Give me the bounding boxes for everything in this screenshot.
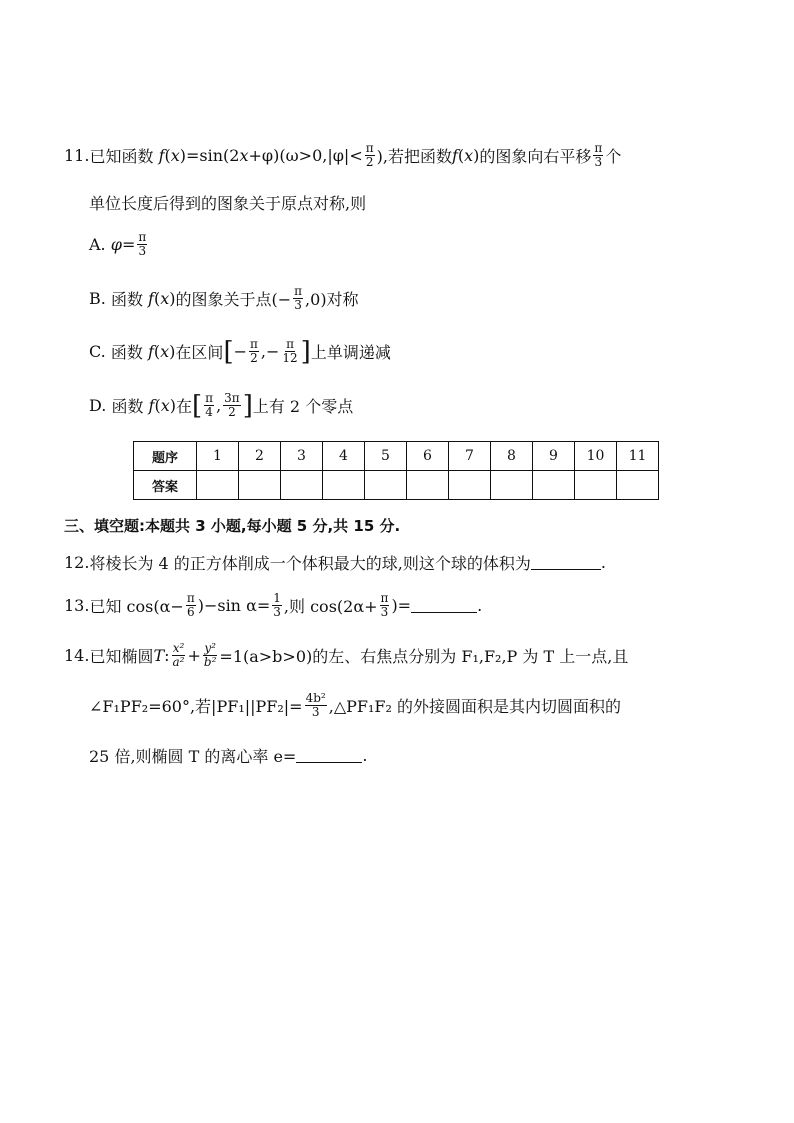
answer-table-answer-row [134, 471, 659, 500]
answer-label: 答案 [134, 471, 197, 500]
answer-cell[interactable] [323, 471, 365, 500]
answer-cell[interactable] [491, 471, 533, 500]
column-1: 1 [197, 442, 239, 471]
column-7: 7 [449, 442, 491, 471]
q11-option-d: D. 函数 f ( x ) 在 [ $\frac{\pi}{4}$ , $\frac{3\pi}{2}$ ] 上有 2 个零点 [89, 390, 354, 421]
q14-line3: 25 倍,则椭圆 T 的离心率 e= . [89, 746, 368, 766]
q11-line1: 11. 已知函数 f ( x ) =sin(2 x +φ)(ω>0,|φ|< $\frac{\pi}{2}$ ),若把函数 f ( x ) 的图象向右平移 $\frac{\pi}{3}$ 个 [64, 141, 622, 169]
answer-cell[interactable] [281, 471, 323, 500]
q11-condition: +φ)(ω>0,|φ|< [248, 146, 363, 165]
answer-table [133, 441, 659, 500]
q14-answer-blank[interactable] [296, 748, 362, 763]
q11-stem: 已知函数 [89, 147, 154, 166]
fraction-pi-over-3: $\frac{\pi}{3}$ [594, 141, 603, 169]
column-8: 8 [491, 442, 533, 471]
q11-option-b: B. 函数 f ( x ) 的图象关于点(− $\frac{\pi}{3}$ ,0)对称 [89, 284, 359, 312]
answer-cell[interactable] [617, 471, 659, 500]
section3-title: 三、填空题:本题共 3 小题,每小题 5 分,共 15 分. [64, 517, 401, 535]
answer-cell[interactable] [197, 471, 239, 500]
q14-line1: 14. 已知椭圆 T : $\frac{\text{x²}}{\text{a²}}$ + $\frac{\text{y²}}{\text{b²}}$ =1(a>b>0)的左、右焦点分别为 F₁,F₂,P 为 T 上一点,且 [64, 641, 629, 669]
answer-table-header-row [134, 442, 659, 471]
q11-line2: 单位长度后得到的图象关于原点对称,则 [89, 194, 367, 213]
column-10: 10 [575, 442, 617, 471]
answer-cell[interactable] [533, 471, 575, 500]
answer-cell[interactable] [407, 471, 449, 500]
column-9: 9 [533, 442, 575, 471]
column-11: 11 [617, 442, 659, 471]
q14-line2: ∠F₁PF₂=60°,若|PF₁||PF₂|= $\frac{\text{4b²}}{3}$ ,△PF₁F₂ 的外接圆面积是其内切圆面积的 [89, 691, 622, 719]
func-f: f [158, 146, 165, 165]
q11-option-c: C. 函数 f ( x ) 在区间 [ − $\frac{\pi}{2}$ ,− $\frac{\pi}{12}$ ] 上单调递减 [89, 336, 391, 367]
q13-answer-blank[interactable] [411, 598, 477, 613]
header-label: 题序 [134, 442, 197, 471]
q12-answer-blank[interactable] [531, 555, 601, 570]
answer-cell[interactable] [239, 471, 281, 500]
q11-number: 11. [64, 146, 90, 165]
answer-cell[interactable] [449, 471, 491, 500]
q13: 13. 已知 cos(α− $\frac{\pi}{6}$ )−sin α= $\frac{1}{3}$ ,则 cos(2α+ $\frac{\pi}{3}$ )= . [64, 591, 483, 619]
answer-cell[interactable] [365, 471, 407, 500]
answer-cell[interactable] [575, 471, 617, 500]
column-5: 5 [365, 442, 407, 471]
column-3: 3 [281, 442, 323, 471]
column-2: 2 [239, 442, 281, 471]
q11-option-a: A. φ= $\frac{\pi}{3}$ [89, 230, 147, 258]
column-6: 6 [407, 442, 449, 471]
fraction-pi-over-2: $\frac{\pi}{2}$ [365, 141, 374, 169]
column-4: 4 [323, 442, 365, 471]
q11-sin: =sin(2 [186, 146, 240, 165]
q12: 12. 将棱长为 4 的正方体削成一个体积最大的球,则这个球的体积为 . [64, 553, 606, 573]
